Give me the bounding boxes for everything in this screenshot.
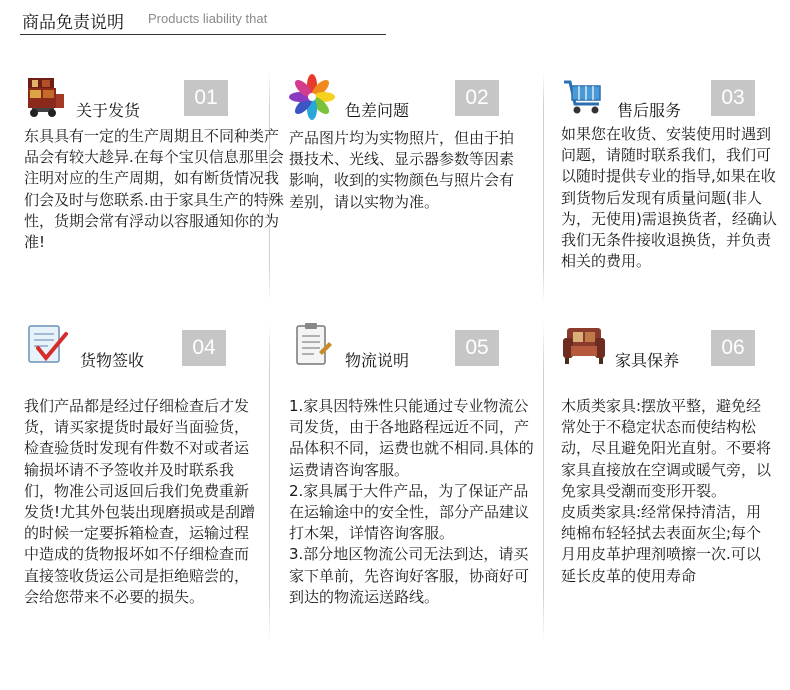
panel-body: [24, 126, 286, 253]
panel-title: 物流说明: [345, 351, 410, 370]
panel-paragraph: 东具具有一定的生产周期且不同种类产品会有较大趁异.在每个宝贝信息那里会注明对应的生产周期，如有断货情况我们会及时与您联系.由于家具生产的特殊性，货期会常有浮动以容服通知你的为准!: [24, 127, 284, 252]
panel-body: [561, 124, 781, 272]
checklist-icon: [24, 322, 70, 368]
panel-number-badge: 05: [455, 330, 499, 366]
panel-paragraph: 产品图片均为实物照片，但由于拍摄技术、光线、显示器参数等因素影响，收到的实物颜色与照片会有差别，请以实物为准。: [289, 129, 515, 211]
clipboard-list-icon: [289, 322, 335, 368]
panel-paragraph: 3.部分地区物流公司无法到达，请买家下单前，先咨询好客服，协商好可到达的物流运送路线。: [289, 545, 530, 606]
panel-paragraph: 2.家具属于大件产品，为了保证产品在运输途中的安全性，部分产品建议打木架，详情咨询客服。: [289, 481, 530, 543]
page-subtitle: Products liability that: [148, 11, 268, 26]
panel-number-badge: 01: [184, 80, 228, 116]
panel-logistics: [289, 322, 551, 622]
page-title: 商品免责说明: [22, 13, 124, 33]
panel-title: 售后服务: [617, 101, 682, 120]
color-wheel-icon: [289, 74, 335, 120]
panel-body: [289, 396, 535, 608]
panel-furniture-care: [561, 322, 790, 622]
armchair-icon: [561, 322, 607, 368]
delivery-truck-icon: [24, 74, 70, 120]
panel-title: 色差问题: [345, 101, 410, 120]
panel-body: [24, 396, 260, 608]
shopping-cart-icon: [561, 74, 607, 120]
panel-title: 家具保养: [615, 351, 680, 370]
panel-paragraph: 皮质类家具:经常保持清洁，用纯棉布轻轻拭去表面灰尘;每个月用皮革护理剂喷擦一次.可以延长皮革的使用寿命: [561, 503, 762, 585]
panel-number-badge: 04: [182, 330, 226, 366]
panel-body: [561, 396, 775, 587]
panel-body: [289, 128, 519, 213]
panel-number-badge: 03: [711, 80, 755, 116]
panel-paragraph: 我们产品都是经过仔细检查后才发货，请买家提货时最好当面验货，检查验货时发现有件数不对或者运输损坏请不予签收并及时联系我们，物准公司返回后我们免费重新发货!尤其外包装出现磨损或是刮蹭的时候一定要拆箱检查，运输过程中造成的货物报坏如不仔细检查而直接签收货运公司是拒绝赔尝的，会给您带来不必要的损失。: [24, 397, 256, 606]
panel-paragraph: 木质类家具:摆放平整，避免经常处于不稳定状态而使结构松动，尽且避免阳光直射。不要将家具直接放在空调或暖气旁，以免家具受潮而变形开裂。: [561, 397, 772, 500]
panel-paragraph: 如果您在收货、安装使用时遇到问题，请随时联系我们，我们可以随时提供专业的指导,如果在收到货物后发现有质量问题(非人为，无使用)需退换货者，经确认我们无条件接收退换货，并负责相关的费用。: [561, 125, 777, 271]
panel-goods-receipt: [24, 322, 286, 622]
panel-paragraph: 1.家具因特殊性只能通过专业物流公司发货，由于各地路程远近不同，产品体积不同，运费也就不相同.具体的运费请咨询客服。: [289, 397, 534, 479]
panel-number-badge: 02: [455, 80, 499, 116]
panel-number-badge: 06: [711, 330, 755, 366]
header: [20, 8, 386, 35]
panel-title: 关于发货: [76, 101, 141, 120]
panel-title: 货物签收: [80, 351, 145, 370]
